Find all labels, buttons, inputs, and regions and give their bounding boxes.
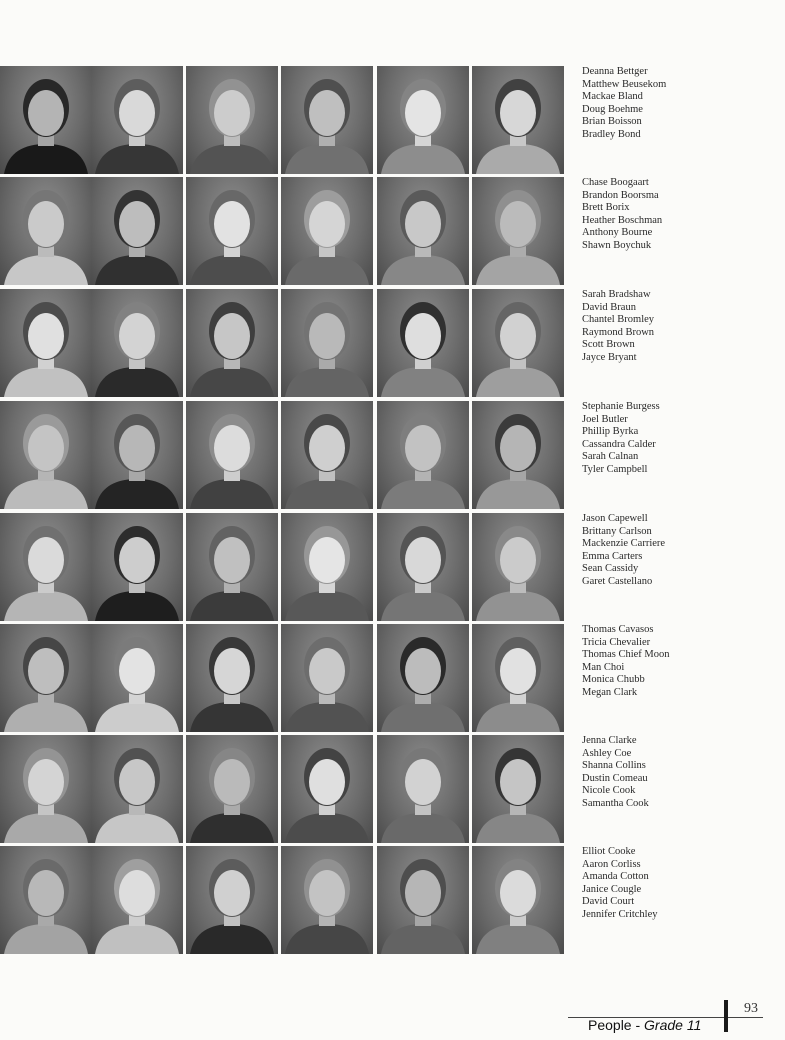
portrait-silhouette-icon bbox=[0, 624, 92, 732]
portrait-silhouette-icon bbox=[186, 401, 278, 509]
student-name: Scott Brown bbox=[582, 339, 635, 351]
portrait-silhouette-icon bbox=[0, 846, 92, 954]
student-photo bbox=[0, 177, 92, 285]
student-name: Mackae Bland bbox=[582, 91, 643, 103]
portrait-silhouette-icon bbox=[91, 177, 183, 285]
student-photo bbox=[91, 289, 183, 397]
student-photo bbox=[186, 513, 278, 621]
student-photo bbox=[281, 66, 373, 174]
portrait-silhouette-icon bbox=[281, 624, 373, 732]
student-name: Ashley Coe bbox=[582, 747, 632, 759]
student-name: Emma Carters bbox=[582, 550, 643, 562]
student-name: Chantel Bromley bbox=[582, 314, 655, 326]
student-name: Sarah Calnan bbox=[582, 451, 639, 463]
portrait-silhouette-icon bbox=[377, 846, 469, 954]
portrait-silhouette-icon bbox=[472, 66, 564, 174]
student-photo bbox=[377, 66, 469, 174]
student-photo bbox=[472, 66, 564, 174]
student-name: Phillip Byrka bbox=[582, 426, 639, 438]
student-photo bbox=[377, 846, 469, 954]
student-name: Shawn Boychuk bbox=[582, 239, 652, 251]
student-photo bbox=[472, 289, 564, 397]
student-photo bbox=[0, 289, 92, 397]
portrait-silhouette-icon bbox=[0, 735, 92, 843]
student-name: Brandon Boorsma bbox=[582, 189, 659, 201]
student-photo bbox=[0, 735, 92, 843]
student-name: Brian Boisson bbox=[582, 116, 642, 128]
portrait-silhouette-icon bbox=[472, 735, 564, 843]
student-photo bbox=[377, 177, 469, 285]
portrait-silhouette-icon bbox=[377, 66, 469, 174]
student-photo bbox=[0, 624, 92, 732]
student-photo bbox=[186, 735, 278, 843]
student-photo bbox=[91, 401, 183, 509]
portrait-silhouette-icon bbox=[91, 401, 183, 509]
student-name: Thomas Cavasos bbox=[582, 624, 654, 635]
portrait-silhouette-icon bbox=[91, 513, 183, 621]
portrait-silhouette-icon bbox=[281, 66, 373, 174]
name-list-row-4 bbox=[582, 401, 660, 477]
student-photo bbox=[186, 401, 278, 509]
student-name: Joel Butler bbox=[582, 413, 628, 425]
student-name: Sarah Bradshaw bbox=[582, 289, 651, 300]
portrait-silhouette-icon bbox=[91, 66, 183, 174]
student-name: Tricia Chevalier bbox=[582, 636, 651, 648]
student-photo bbox=[186, 289, 278, 397]
portrait-silhouette-icon bbox=[472, 289, 564, 397]
portrait-silhouette-icon bbox=[186, 177, 278, 285]
student-photo bbox=[472, 846, 564, 954]
portrait-silhouette-icon bbox=[472, 401, 564, 509]
student-name: Jenna Clarke bbox=[582, 735, 637, 746]
student-photo bbox=[281, 401, 373, 509]
student-name: Man Choi bbox=[582, 661, 625, 673]
student-photo bbox=[281, 177, 373, 285]
name-list-row-7 bbox=[582, 735, 649, 811]
student-photo bbox=[0, 66, 92, 174]
student-photo bbox=[377, 735, 469, 843]
student-name: Heather Boschman bbox=[582, 214, 663, 226]
student-name: David Court bbox=[582, 896, 635, 908]
student-photo bbox=[91, 624, 183, 732]
name-list-row-1 bbox=[582, 66, 666, 142]
student-photo bbox=[472, 177, 564, 285]
student-photo bbox=[377, 401, 469, 509]
portrait-silhouette-icon bbox=[0, 513, 92, 621]
student-photo bbox=[377, 289, 469, 397]
portrait-silhouette-icon bbox=[91, 735, 183, 843]
portrait-silhouette-icon bbox=[91, 289, 183, 397]
student-name: Tyler Campbell bbox=[582, 463, 648, 475]
student-name: Bradley Bond bbox=[582, 128, 641, 140]
grade-label: Grade 11 bbox=[644, 1017, 702, 1033]
student-photo bbox=[0, 401, 92, 509]
student-photo bbox=[281, 846, 373, 954]
student-photo bbox=[377, 624, 469, 732]
student-photo bbox=[281, 735, 373, 843]
portrait-silhouette-icon bbox=[91, 846, 183, 954]
student-photo bbox=[377, 513, 469, 621]
student-name: Chase Boogaart bbox=[582, 177, 649, 188]
portrait-silhouette-icon bbox=[281, 735, 373, 843]
section-label: People - bbox=[588, 1017, 645, 1033]
student-name: Deanna Bettger bbox=[582, 66, 648, 77]
student-name: Brett Borix bbox=[582, 202, 630, 214]
portrait-silhouette-icon bbox=[377, 624, 469, 732]
student-photo bbox=[472, 624, 564, 732]
portrait-silhouette-icon bbox=[377, 735, 469, 843]
student-photo bbox=[91, 177, 183, 285]
portrait-silhouette-icon bbox=[281, 846, 373, 954]
student-name: Thomas Chief Moon bbox=[582, 649, 670, 661]
student-photo bbox=[281, 513, 373, 621]
portrait-silhouette-icon bbox=[377, 401, 469, 509]
student-name: Aaron Corliss bbox=[582, 858, 641, 870]
student-photo bbox=[0, 513, 92, 621]
portrait-silhouette-icon bbox=[377, 289, 469, 397]
student-photo bbox=[281, 624, 373, 732]
student-photo bbox=[0, 846, 92, 954]
portrait-silhouette-icon bbox=[281, 177, 373, 285]
student-name: Doug Boehme bbox=[582, 103, 643, 115]
student-name: Raymond Brown bbox=[582, 326, 655, 338]
portrait-silhouette-icon bbox=[472, 624, 564, 732]
name-list-row-6 bbox=[582, 624, 670, 700]
student-photo bbox=[186, 66, 278, 174]
portrait-silhouette-icon bbox=[281, 289, 373, 397]
student-name: Jennifer Critchley bbox=[582, 908, 658, 920]
name-list-row-5 bbox=[582, 513, 665, 589]
portrait-silhouette-icon bbox=[472, 513, 564, 621]
student-photo bbox=[186, 177, 278, 285]
student-name: Jason Capewell bbox=[582, 513, 648, 524]
portrait-silhouette-icon bbox=[91, 624, 183, 732]
student-name: Matthew Beusekom bbox=[582, 78, 667, 90]
student-photo bbox=[91, 846, 183, 954]
portrait-silhouette-icon bbox=[472, 846, 564, 954]
student-name: Garet Castellano bbox=[582, 575, 653, 587]
portrait-silhouette-icon bbox=[377, 513, 469, 621]
portrait-silhouette-icon bbox=[186, 66, 278, 174]
student-photo bbox=[91, 735, 183, 843]
portrait-silhouette-icon bbox=[281, 401, 373, 509]
student-photo bbox=[186, 624, 278, 732]
portrait-silhouette-icon bbox=[0, 289, 92, 397]
student-photo bbox=[472, 401, 564, 509]
page-number: 93 bbox=[744, 1001, 758, 1016]
section-title bbox=[588, 1017, 701, 1033]
portrait-silhouette-icon bbox=[186, 735, 278, 843]
student-photo bbox=[91, 513, 183, 621]
student-name: Shanna Collins bbox=[582, 760, 646, 772]
portrait-silhouette-icon bbox=[0, 177, 92, 285]
student-name: Mackenzie Carriere bbox=[582, 538, 666, 550]
student-name: Nicole Cook bbox=[582, 785, 636, 797]
portrait-silhouette-icon bbox=[186, 846, 278, 954]
student-name: Elliot Cooke bbox=[582, 846, 636, 857]
name-list-row-3 bbox=[582, 289, 654, 365]
student-name: Brittany Carlson bbox=[582, 525, 652, 537]
student-photo bbox=[186, 846, 278, 954]
student-photo bbox=[472, 735, 564, 843]
portrait-silhouette-icon bbox=[186, 289, 278, 397]
student-name: Janice Cougle bbox=[582, 883, 642, 895]
student-name: Samantha Cook bbox=[582, 797, 649, 809]
portrait-silhouette-icon bbox=[281, 513, 373, 621]
student-name: Stephanie Burgess bbox=[582, 401, 660, 412]
footer-vertical-bar bbox=[724, 1000, 728, 1032]
student-photo bbox=[281, 289, 373, 397]
student-name: Monica Chubb bbox=[582, 674, 645, 686]
portrait-silhouette-icon bbox=[472, 177, 564, 285]
portrait-silhouette-icon bbox=[0, 401, 92, 509]
portrait-silhouette-icon bbox=[377, 177, 469, 285]
student-name: Anthony Bourne bbox=[582, 227, 653, 239]
student-name: Dustin Comeau bbox=[582, 772, 648, 784]
student-name: Jayce Bryant bbox=[582, 351, 637, 363]
student-photo bbox=[472, 513, 564, 621]
student-name: Megan Clark bbox=[582, 686, 638, 698]
name-list-row-8 bbox=[582, 846, 658, 922]
student-photo bbox=[91, 66, 183, 174]
portrait-silhouette-icon bbox=[186, 624, 278, 732]
student-name: Cassandra Calder bbox=[582, 438, 656, 450]
student-name: David Braun bbox=[582, 301, 636, 313]
student-name: Sean Cassidy bbox=[582, 563, 639, 575]
name-list-row-2 bbox=[582, 177, 662, 253]
student-name: Amanda Cotton bbox=[582, 871, 649, 883]
portrait-silhouette-icon bbox=[186, 513, 278, 621]
portrait-silhouette-icon bbox=[0, 66, 92, 174]
